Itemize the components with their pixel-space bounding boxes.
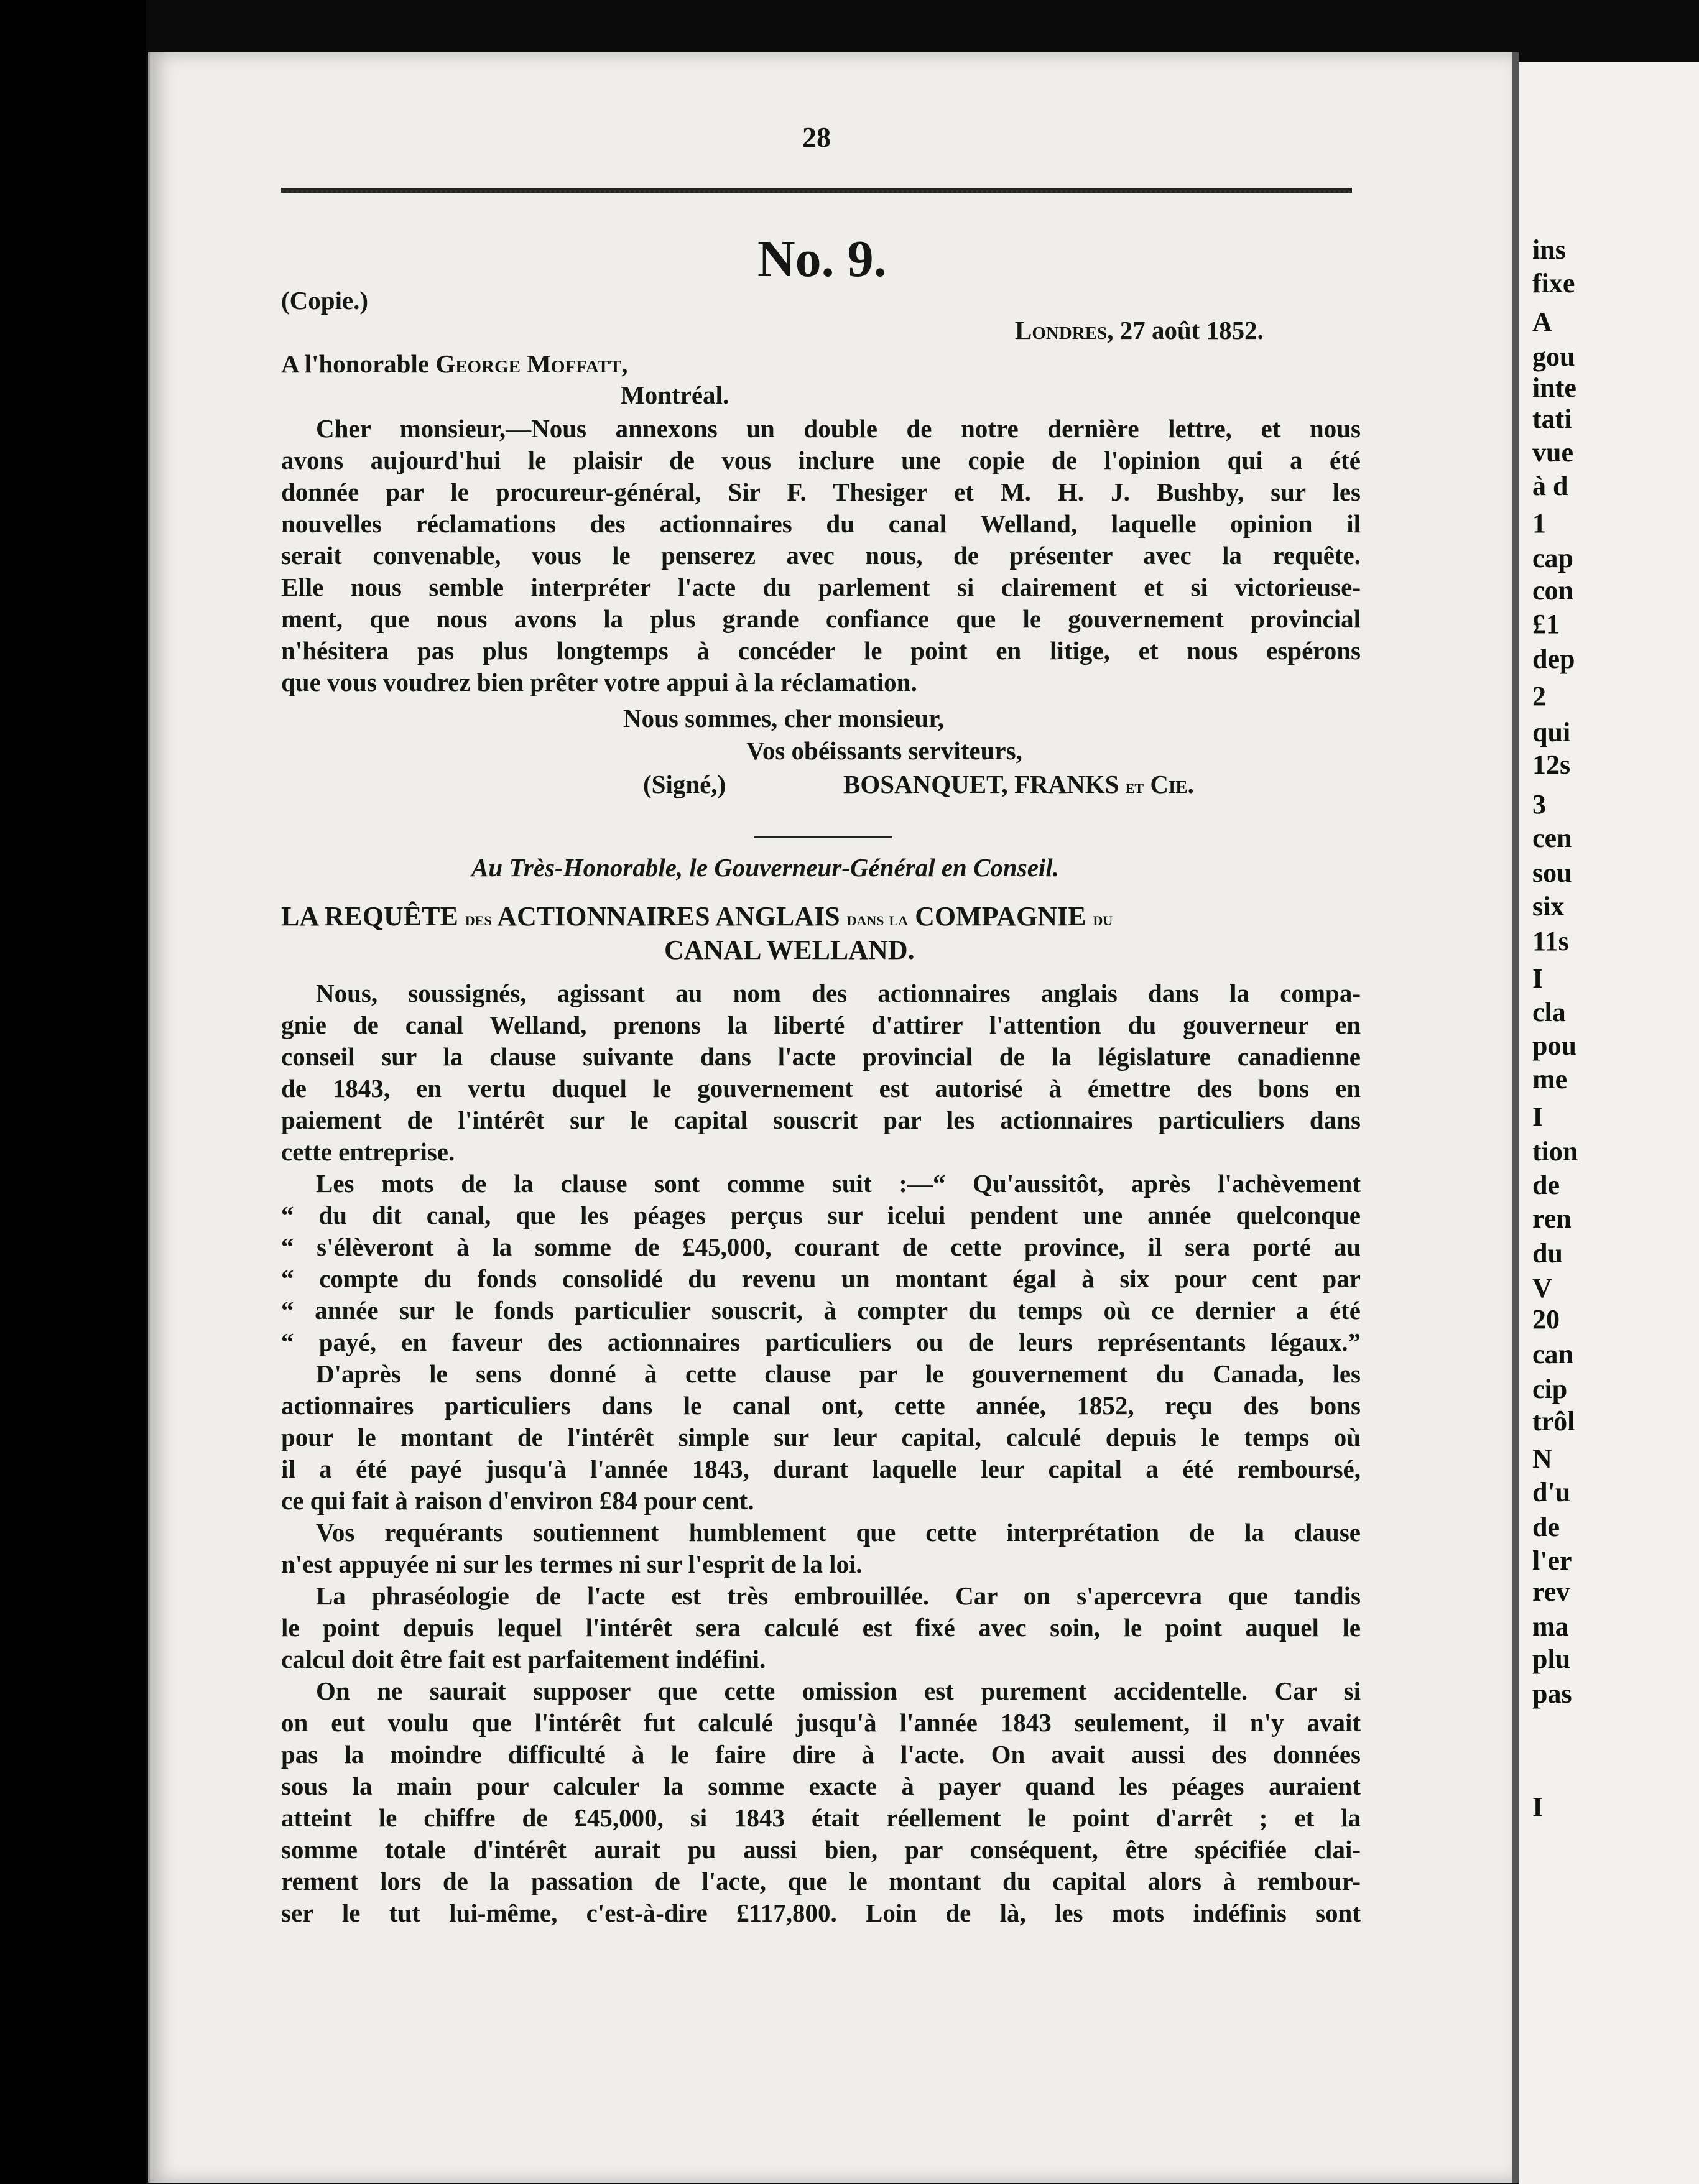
petition-line: La phraséologie de l'acte est très embrouillée. Car on s'apercevra que tandis: [316, 1581, 1361, 1610]
copy-label: (Copie.): [281, 286, 369, 315]
petition-line: de 1843, en vertu duquel le gouvernement est autorisé à émettre des bons en: [281, 1074, 1361, 1103]
petition-line: on eut voulu que l'intérêt fut calculé jusqu'à l'année 1843 seulement, il n'y avait: [281, 1708, 1361, 1737]
petition-line: calcul doit être fait est parfaitement indéfini.: [281, 1645, 766, 1673]
petition-body: [281, 978, 1361, 1929]
adjacent-page-fragment: dep: [1532, 644, 1575, 674]
letter-line: nouvelles réclamations des actionnaires du canal Welland, laquelle opinion il: [281, 509, 1361, 538]
adjacent-page-fragment: vue: [1532, 437, 1573, 468]
signatory: [843, 769, 1194, 802]
adjacent-page-fragment: de: [1532, 1512, 1560, 1542]
petition-line: sous la main pour calculer la somme exacte à payer quand les péages auraient: [281, 1772, 1361, 1800]
adjacent-page-fragment: 3: [1532, 789, 1546, 820]
adjacent-page-fragment: I: [1532, 1792, 1544, 1822]
adjacent-page-fragment: inte: [1532, 372, 1576, 403]
petition-title: [281, 900, 1113, 935]
petition-line: gnie de canal Welland, prenons la liberté d'attirer l'attention du gouverneur en: [281, 1011, 1361, 1039]
adjacent-page-fragment: gou: [1532, 341, 1575, 372]
adjacent-page-fragment: cip: [1532, 1374, 1568, 1404]
petition-line: “ s'élèveront à la somme de £45,000, courant de cette province, il sera porté au: [281, 1233, 1361, 1261]
adjacent-page-fragment: plu: [1532, 1644, 1571, 1674]
petition-title-small: des: [465, 907, 492, 930]
petition-line: somme totale d'intérêt aurait pu aussi bien, par conséquent, être spécifiée clai-: [281, 1835, 1361, 1864]
adjacent-page-fragment: 12s: [1532, 749, 1571, 780]
petition-line: il a été payé jusqu'à l'année 1843, durant laquelle leur capital a été remboursé,: [281, 1455, 1361, 1483]
adjacent-page-fragment: l'er: [1532, 1545, 1572, 1576]
petition-line: rement lors de la passation de l'acte, que le montant du capital alors à rembour-: [281, 1867, 1361, 1895]
adjacent-page-fragment: A: [1532, 307, 1552, 337]
petition-title-part: COMPAGNIE: [908, 901, 1093, 932]
letter-line: n'hésitera pas plus longtemps à concéder le point en litige, et nous espérons: [281, 636, 1361, 665]
adjacent-page-fragment: cap: [1532, 543, 1573, 573]
signatory-cie: Cie.: [1144, 770, 1194, 798]
petition-line: Les mots de la clause sont comme suit :—“ Qu'aussitôt, après l'achèvement: [316, 1169, 1361, 1198]
petition-line: ser le tut lui-même, c'est-à-dire £117,800. Loin de là, les mots indéfinis sont: [281, 1899, 1361, 1927]
letter-line: serait convenable, vous le penserez avec nous, de présenter avec la requête.: [281, 541, 1361, 570]
addressee: [281, 348, 627, 380]
petition-line: paiement de l'intérêt sur le capital souscrit par les actionnaires particuliers dans: [281, 1106, 1361, 1134]
book-spine: [0, 0, 146, 2184]
adjacent-page-fragment: fixe: [1532, 268, 1575, 298]
adjacent-page-fragment: trôl: [1532, 1406, 1575, 1437]
adjacent-page-fragment: me: [1532, 1064, 1568, 1094]
adjacent-page-fragment: con: [1532, 575, 1573, 606]
petition-line: pas la moindre difficulté à le faire dire à l'acte. On avait aussi des données: [281, 1740, 1361, 1769]
adjacent-page-fragment: rev: [1532, 1576, 1570, 1607]
adjacent-page-fragment: can: [1532, 1339, 1573, 1369]
petition-line: atteint le chiffre de £45,000, si 1843 était réellement le point d'arrêt ; et la: [281, 1803, 1361, 1832]
closing-line-1: Nous sommes, cher monsieur,: [623, 704, 944, 733]
adjacent-page-fragment: cen: [1532, 823, 1572, 853]
petition-line: pour le montant de l'intérêt simple sur leur capital, calculé depuis le temps où: [281, 1423, 1361, 1451]
letter-line: Elle nous semble interpréter l'acte du parlement si clairement et si victorieuse-: [281, 573, 1361, 601]
adjacent-page-fragment: pas: [1532, 1678, 1572, 1709]
address-line: Au Très-Honorable, le Gouverneur-Général en Conseil.: [471, 853, 1059, 882]
petition-title-line-2: CANAL WELLAND.: [664, 935, 915, 965]
adjacent-page-fragment: d'u: [1532, 1477, 1571, 1507]
petition-line: ce qui fait à raison d'environ £84 pour cent.: [281, 1486, 754, 1515]
signed-label: (Signé,): [643, 770, 726, 798]
header-rule: [281, 188, 1352, 193]
petition-line: “ payé, en faveur des actionnaires particuliers ou de leurs représentants légaux.”: [281, 1328, 1361, 1356]
petition-line: cette entreprise.: [281, 1137, 455, 1166]
adjacent-page-edge: [1519, 62, 1699, 2184]
letter-line: que vous voudrez bien prêter votre appui à la réclamation.: [281, 668, 917, 696]
petition-line: Nous, soussignés, agissant au nom des actionnaires anglais dans la compa-: [316, 979, 1361, 1007]
petition-line: “ année sur le fonds particulier souscrit, à compter du temps où ce dernier a été: [281, 1296, 1361, 1325]
petition-line: actionnaires particuliers dans le canal ont, cette année, 1852, reçu des bons: [281, 1391, 1361, 1420]
adjacent-page-fragment: ma: [1532, 1611, 1569, 1642]
adjacent-page-fragment: pou: [1532, 1030, 1576, 1061]
dateline-date: , 27 août 1852.: [1107, 316, 1264, 345]
signatory-et: et: [1125, 775, 1144, 797]
dateline-city: Londres: [1015, 316, 1108, 345]
addressee-suffix: ,: [621, 349, 628, 378]
adjacent-page-fragment: 20: [1532, 1304, 1560, 1335]
letter-line: avons aujourd'hui le plaisir de vous inclure une copie de l'opinion qui a été: [281, 446, 1361, 474]
adjacent-page-fragment: 11s: [1532, 926, 1569, 956]
adjacent-page-fragment: tati: [1532, 404, 1572, 434]
adjacent-page-fragment: qui: [1532, 717, 1571, 747]
page-gutter: [1512, 52, 1519, 2183]
adjacent-page-fragment: I: [1532, 1101, 1544, 1132]
petition-title-small: du: [1093, 907, 1113, 930]
adjacent-page-fragment: V: [1532, 1273, 1552, 1303]
petition-line: conseil sur la clause suivante dans l'acte provincial de la législature canadienne: [281, 1042, 1361, 1071]
petition-line: n'est appuyée ni sur les termes ni sur l'esprit de la loi.: [281, 1550, 863, 1578]
adjacent-page-fragment: six: [1532, 891, 1565, 922]
petition-title-part: LA REQUÊTE: [281, 901, 465, 932]
addressee-prefix: A l'honorable: [281, 349, 436, 378]
adjacent-page-fragment: du: [1532, 1238, 1563, 1269]
addressee-city: Montréal.: [621, 381, 729, 409]
letter-line: Cher monsieur,—Nous annexons un double de notre dernière lettre, et nous: [316, 414, 1361, 443]
adjacent-page-fragment: tion: [1532, 1136, 1578, 1167]
petition-line: “ compte du fonds consolidé du revenu un montant égal à six pour cent par: [281, 1264, 1361, 1293]
petition-line: On ne saurait supposer que cette omission est purement accidentelle. Car si: [316, 1677, 1361, 1705]
petition-line: le point depuis lequel l'intérêt sera calculé est fixé avec soin, le point auquel le: [281, 1613, 1361, 1642]
adjacent-page-fragment: £1: [1532, 609, 1560, 639]
letter-line: ment, que nous avons la plus grande confiance que le gouvernement provincial: [281, 604, 1361, 633]
closing-line-2: Vos obéissants serviteurs,: [746, 736, 1022, 765]
adjacent-page-fragment: I: [1532, 963, 1544, 994]
letter-body: [281, 413, 1361, 698]
adjacent-page-fragment: à d: [1532, 471, 1568, 501]
dateline: [1015, 315, 1264, 346]
adjacent-page-fragment: cla: [1532, 997, 1566, 1027]
petition-line: D'après le sens donné à cette clause par le gouvernement du Canada, les: [316, 1359, 1361, 1388]
petition-line: Vos requérants soutiennent humblement que cette interprétation de la clause: [316, 1518, 1361, 1547]
petition-title-part: ACTIONNAIRES ANGLAIS: [491, 901, 847, 932]
adjacent-page-fragment: sou: [1532, 858, 1572, 888]
adjacent-page-fragment: N: [1532, 1443, 1552, 1474]
petition-title-small: dans la: [846, 907, 909, 930]
petition-line: “ du dit canal, que les péages perçus sur icelui pendent une année quelconque: [281, 1201, 1361, 1229]
adjacent-page-fragment: 2: [1532, 681, 1546, 711]
signatory-main: BOSANQUET, FRANKS: [843, 770, 1126, 798]
adjacent-page-fragment: de: [1532, 1170, 1560, 1200]
letter-line: donnée par le procureur-général, Sir F. Thesiger et M. H. J. Bushby, sur les: [281, 478, 1361, 506]
section-rule: [754, 836, 892, 838]
document-heading: No. 9.: [757, 230, 887, 288]
adjacent-page-fragment: 1: [1532, 508, 1546, 539]
adjacent-page-fragment: ins: [1532, 234, 1566, 265]
addressee-name: George Moffatt: [435, 349, 622, 378]
page-number: 28: [802, 121, 831, 153]
adjacent-page-fragment: ren: [1532, 1203, 1572, 1234]
